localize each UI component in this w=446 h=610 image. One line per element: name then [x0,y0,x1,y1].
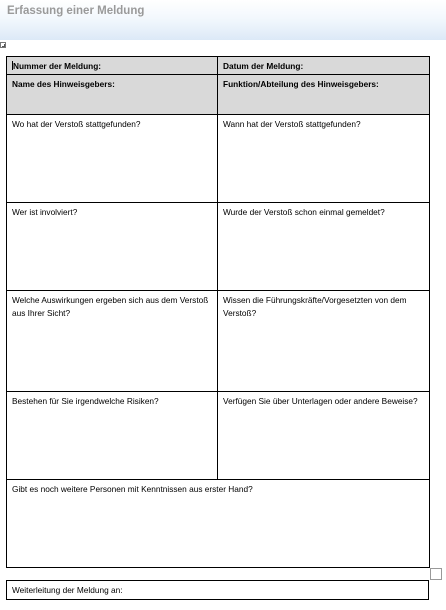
report-date-label: Datum der Meldung: [223,61,304,71]
documents-question: Verfügen Sie über Unterlagen oder andere Beweise? [223,396,418,406]
impact-cell[interactable] [7,291,218,392]
whistleblower-name-label: Name des Hinweisgebers: [12,79,115,89]
documents-cell[interactable] [218,392,430,480]
who-question: Wer ist involviert? [12,207,78,217]
header-banner [0,0,446,40]
witnesses-question: Gibt es noch weitere Personen mit Kenntnissen aus erster Hand? [12,484,253,494]
report-number-label: Nummer der Meldung: [13,61,102,71]
whistleblower-name-cell[interactable] [7,75,218,115]
forwarding-field[interactable] [6,580,429,600]
document-title: Erfassung einer Meldung [7,5,145,17]
managers-know-question: Wissen die Führungskräfte/Vorgesetzten von dem Verstoß? [223,295,407,318]
when-cell[interactable] [218,115,430,203]
where-question: Wo hat der Verstoß stattgefunden? [12,119,141,129]
table-move-handle-icon[interactable] [0,42,6,48]
reported-before-cell[interactable] [218,203,430,291]
managers-know-cell[interactable] [218,291,430,392]
when-question: Wann hat der Verstoß stattgefunden? [223,119,361,129]
reported-before-question: Wurde der Verstoß schon einmal gemeldet? [223,207,385,217]
who-cell[interactable] [7,203,218,291]
forwarding-label: Weiterleitung der Meldung an: [12,585,123,595]
report-date-cell[interactable] [218,57,430,75]
risks-question: Bestehen für Sie irgendwelche Risiken? [12,396,159,406]
whistleblower-function-label: Funktion/Abteilung des Hinweisgebers: [223,79,379,89]
witnesses-cell[interactable] [7,480,430,568]
impact-question: Welche Auswirkungen ergeben sich aus dem Verstoß aus Ihrer Sicht? [12,295,209,318]
where-cell[interactable] [7,115,218,203]
report-number-cell[interactable] [7,57,218,75]
whistleblower-function-cell[interactable] [218,75,430,115]
table-resize-handle-icon[interactable] [430,568,442,580]
risks-cell[interactable] [7,392,218,480]
report-form-table [6,56,430,568]
